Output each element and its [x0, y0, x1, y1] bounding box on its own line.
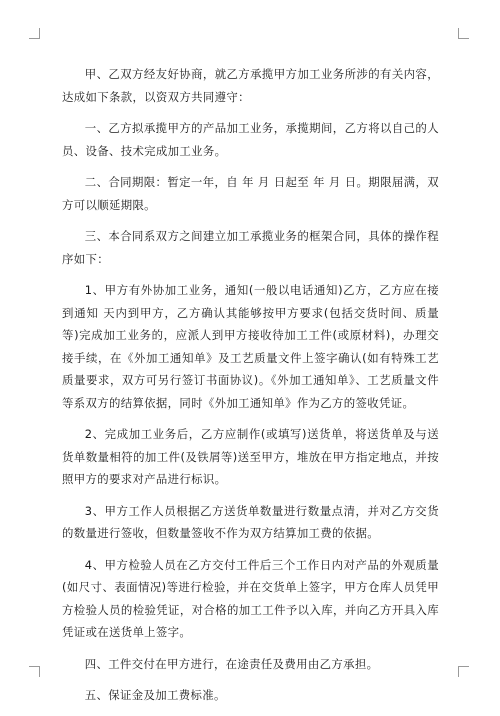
paragraph-procedure-3: 3、甲方工作人员根据乙方送货单数量进行数量点清，并对乙方交货的数量进行签收，但数量签收不作为双方结算加工费的依据。	[62, 503, 439, 540]
page-corner-mark-top-left	[29, 28, 40, 39]
page-corner-mark-bottom-left	[29, 666, 40, 677]
page-corner-mark-top-right	[458, 28, 469, 39]
paragraph-clause-2: 二、合同期限：暂定一年，自 年 月 日起至 年 月 日。期限届满，双方可以顺延期限。	[62, 175, 439, 212]
paragraph-procedure-2: 2、完成加工业务后，乙方应制作(或填写)送货单，将送货单及与送货单数量相符的加工件(及铁屑等)送至甲方，堆放在甲方指定地点，并按照甲方的要求对产品进行标识。	[62, 427, 439, 486]
paragraph-clause-1: 一、乙方拟承揽甲方的产品加工业务，承揽期间，乙方将以自己的人员、设备、技术完成加工业务。	[62, 121, 439, 158]
paragraph-preamble: 甲、乙双方经友好协商，就乙方承揽甲方加工业务所涉的有关内容，达成如下条款，以资双方共同遵守：	[62, 67, 439, 104]
paragraph-procedure-4: 4、甲方检验人员在乙方交付工件后三个工作日内对产品的外观质量(如尺寸、表面情况)等进行检验，并在交货单上签字，甲方仓库人员凭甲方检验人员的检验凭证，对合格的加工工件予以入库，并向乙方开具入库凭证或在送货单上签字。	[62, 557, 439, 639]
paragraph-clause-4: 四、工件交付在甲方进行，在途责任及费用由乙方承担。	[84, 656, 379, 671]
contract-body	[62, 63, 439, 716]
paragraph-clause-3: 三、本合同系双方之间建立加工承揽业务的框架合同，具体的操作程序如下：	[62, 229, 439, 266]
page-corner-mark-bottom-right	[458, 666, 469, 677]
paragraph-procedure-1: 1、甲方有外协加工业务，通知(一般以电话通知)乙方，乙方应在接到通知 天内到甲方，乙方确认其能够按甲方要求(包括交货时间、质量等)完成加工业务的，应派人到甲方接收待加工工件(或原材料)，办理交接手续，在《外加工通知单》及工艺质量文件上签字确认(如有特殊工艺质量要求，双方可另行签订书面协议)。《外加工通知单》、工艺质量文件等系双方的结算依据，同时《外加工通知单》作为乙方的签收凭证。	[62, 283, 439, 410]
paragraph-clause-5: 五、保证金及加工费标准。	[84, 688, 226, 702]
